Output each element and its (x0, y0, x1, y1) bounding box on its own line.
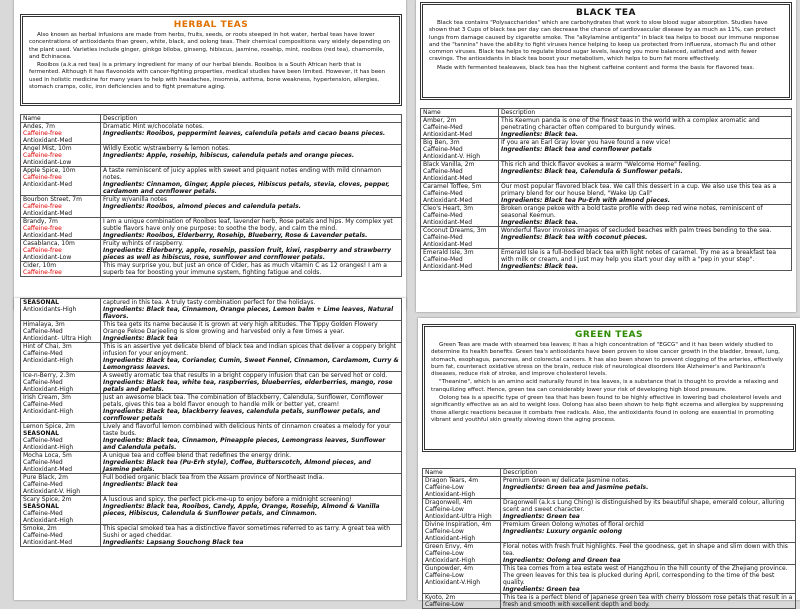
table-row (21, 394, 402, 423)
tea-ingredients: Ingredients: Black tea (Pu-Erh style), Coffee, Butterscotch, Almond pieces, and Jasmine petals. (103, 459, 371, 473)
antioxidant-level: Antioxidant-Low (23, 159, 72, 166)
table-row (21, 299, 402, 321)
tea-ingredients: Ingredients: Black tea. (501, 131, 579, 138)
caffeine-level: Caffeine-Med (23, 350, 63, 357)
tea-ingredients: Ingredients: Green tea and Jasmine petals. (503, 484, 649, 491)
antioxidant-level: Antioxidant-V. High (423, 153, 481, 160)
table-row (21, 218, 402, 240)
black-tea-title: BLACK TEA (575, 8, 637, 18)
antioxidant-level: Antioxidant-Med (423, 263, 473, 270)
green-tea-title: GREEN TEAS (574, 330, 643, 340)
tea-name: Lemon Spice, 2m (23, 423, 75, 430)
header-name: Name (423, 469, 501, 477)
header-description: Description (101, 115, 402, 123)
tea-name: Hint of Chai, 3m (23, 343, 72, 350)
tea-ingredients: Ingredients: Black tea, Cinnamon, Pineapple pieces, Lemongrass leaves, Sunflower and Calendula petals. (103, 437, 386, 451)
table-row (423, 499, 796, 521)
tea-description: This tea comes from a tea estate west of Hangzhou in the hill county of the Zhejiang province. The green leaves for this tea is plucked during April, corresponding to the time of the best quality. (503, 565, 788, 586)
caffeine-level: Caffeine-Med (423, 146, 463, 153)
header-name: Name (421, 109, 499, 117)
tea-name: Big Ben, 3m (423, 139, 460, 146)
table-row (421, 139, 792, 161)
tea-name: Green Envy, 4m (425, 543, 474, 550)
tea-name: Dragon Tears, 4m (425, 477, 479, 484)
table-row (21, 474, 402, 496)
caffeine-level: Caffeine-free (23, 269, 62, 276)
tea-description: Wonderful flavor invokes images of secluded beaches with palm trees bending to the sea. (501, 227, 772, 234)
tea-description: A luscious and spicy, the perfect pick-me-up to enjoy before a midnight screening! (103, 496, 352, 503)
table-row (21, 123, 402, 145)
antioxidant-level: Antioxidant-High (425, 535, 476, 542)
caffeine-level: Caffeine-Low (425, 484, 464, 491)
tea-description: Lively and flavorful lemon combined with delicious hints of cinnamon creates a melody for your taste buds. (103, 423, 391, 437)
seasonal-badge: SEASONAL (23, 503, 59, 510)
antioxidant-level: Antioxidant-Med (23, 232, 73, 239)
tea-name: Dragonwell, 4m (425, 499, 473, 506)
antioxidant-level: Antioxidant-Med (423, 197, 473, 204)
tea-name: Pure Black, 2m (23, 474, 68, 481)
caffeine-level: Caffeine-free (23, 152, 62, 159)
tea-description: This is an assertive yet delicate blend of black tea and Indian spices that deliver a coppery bright infusion for your enjoyment. (103, 343, 397, 357)
table-row (423, 521, 796, 543)
tea-description: If you are an Earl Gray lover you have found a new vice! (501, 139, 671, 146)
tea-description: Broken orange pekoe with a bold taste profile with deep red wine notes, reminiscent of seasonal Keemun. (501, 205, 763, 219)
herbal-table-header (21, 115, 402, 123)
antioxidant-level: Antioxidant-Med (23, 539, 73, 546)
herbal-table (20, 114, 402, 277)
caffeine-level: Caffeine-Low (425, 506, 464, 513)
tea-description: A unique tea and coffee blend that redefines the energy drink. (103, 452, 292, 459)
antioxidant-level: Antioxidant-Med (23, 210, 73, 217)
tea-name: Smoke, 2m (23, 525, 57, 532)
caffeine-level: Caffeine-free (23, 247, 62, 254)
tea-description: This tea gets its name because it is grown at very high altitudes. The Tippy Golden Flowery Orange Pekoe Darjeeling is slow growing and harvested only a few times a year. (103, 321, 378, 335)
tea-ingredients: Ingredients: Black tea. (501, 263, 579, 270)
green-tea-info-box (422, 324, 796, 452)
table-row (421, 117, 792, 139)
tea-name: Brandy, 7m (23, 218, 58, 225)
tea-ingredients: Ingredients: Green tea (503, 513, 580, 520)
header-description: Description (499, 109, 792, 117)
tea-ingredients: Ingredients: Black tea, Rooibos, Candy, Apple, Orange, Rosehip, Almond & Vanilla pieces, Hibiscus, Calendula & Sunflower petals, and Cinnamon. (103, 503, 380, 517)
seasonal-badge: SEASONAL (23, 430, 59, 437)
green-tea-paragraph-1: Green Teas are made with steamed tea leaves; it has a high concentration of "EGCG" and it has been widely studied to determine its health benefits. Green tea's antioxidants have been proven to slow cancer growth in the bladder, breast, lung, stomach, esophagus, pancreas, and colorectal cancers. It has also been shown to prevent clogging of the arteries, effectively burn fat, counteract oxidative stress on the brain, reduce risk of neurological disorders like Alzheimer's and Parkinson's diseases, reduce risk of stroke, and improve cholesterol levels. (431, 342, 784, 378)
tea-ingredients: Ingredients: Black tea. (501, 219, 579, 226)
tea-name: Divine Inspiration, 4m (425, 521, 492, 528)
tea-ingredients: Ingredients: Black tea, Cinnamon, Orange pieces, Lemon balm + Lime leaves, Natural flavors. (103, 306, 394, 320)
tea-ingredients: Ingredients: Black tea Pu-Erh with almond pieces. (501, 197, 671, 204)
tea-name: Angel Mist, 10m (23, 145, 72, 152)
tea-description: Dragonwell (a.k.s Lung Ching) is distinguished by its beautiful shape, emerald colour, alluring scent and sweet character. (503, 499, 785, 513)
header-name: Name (21, 115, 101, 123)
tea-name: Caramel Toffee, 5m (423, 183, 482, 190)
tea-name: Mocha Loca, 5m (23, 452, 72, 459)
table-row (21, 240, 402, 262)
table-row (21, 167, 402, 196)
tea-description: Premium Green w/ delicate Jasmine notes. (503, 477, 631, 484)
tea-ingredients: Ingredients: Cinnamon, Ginger, Apple pieces, Hibiscus petals, stevia, cloves, pepper, cardamom and cornflower petals. (103, 181, 390, 195)
caffeine-level: Caffeine-Med (423, 124, 463, 131)
tea-description: Premium Green Oolong w/notes of floral orchid (503, 521, 644, 528)
caffeine-level: Caffeine-Med (23, 510, 63, 517)
tea-name: Bourbon Street, 7m (23, 196, 82, 203)
tea-description: Full bodied organic black tea from the Assam province of Northeast India. (103, 474, 325, 481)
antioxidant-level: Antioxidant-Med (23, 137, 73, 144)
tea-name: Emerald Isle, 3m (423, 249, 474, 256)
tea-description: Emerald Isle is a full-bodied black tea with light notes of caramel. Try me as a breakfast tea with milk or cream, and I just may help you start your day with a "pep in your step". (501, 249, 777, 263)
tea-description: This special smoked tea has a distinctive flavor sometimes referred to as tarry. A great tea with Sushi or aged cheddar. (103, 525, 390, 539)
table-row (21, 321, 402, 343)
table-row (423, 594, 796, 609)
tea-name: Cleo's Heart, 3m (423, 205, 474, 212)
tea-description: This tea is a perfect blend of Japanese green tea with cherry blossom rose petals that result in a fresh and smooth with excellent depth and body. (503, 594, 793, 608)
caffeine-level: Caffeine-Med (23, 401, 63, 408)
tea-name: Ice-n-Berry, 2.3m (23, 372, 76, 379)
antioxidant-level: Antioxidant-Med (423, 241, 473, 248)
table-row (21, 262, 402, 277)
caffeine-level: Caffeine-free (23, 174, 62, 181)
tea-description: This rich and thick flavor evokes a warm "Welcome Home" feeling. (501, 161, 702, 168)
black-tea-info-box (420, 2, 792, 100)
table-row (21, 196, 402, 218)
antioxidant-level: Antioxidant-High (23, 517, 74, 524)
tea-ingredients: Ingredients: Rooibos, Elderberry, Rosehip, Blueberry, Rose & Lavender petals. (103, 232, 368, 239)
tea-description: captured in this tea. A truly tasty combination perfect for the holidays. (103, 299, 316, 306)
herbal-title: HERBAL TEAS (173, 20, 249, 30)
caffeine-level: Caffeine-Med (423, 168, 463, 175)
tea-ingredients: Ingredients: Black tea and cornflower petals (501, 146, 652, 153)
antioxidant-level: Antioxidant-Med (423, 175, 473, 182)
black-tea-list-table (20, 298, 402, 547)
table-row (21, 343, 402, 372)
antioxidant-level: Antioxidants-High (23, 306, 77, 313)
caffeine-level: Caffeine-Low (425, 572, 464, 579)
tea-ingredients: Ingredients: Luxury organic oolong (503, 528, 623, 535)
tea-ingredients: Ingredients: Black tea, Coriander, Cumin, Sweet Fennel, Cinnamon, Cardamom, Curry & Lemongrass leaves. (103, 357, 399, 371)
tea-description: I am a unique combination of Rooibos leaf, lavender herb, Rose petals and hips. My complex yet subtle flavors have only one purpose: to soothe the body, and calm the mind. (103, 218, 393, 232)
caffeine-level: Caffeine-Med (23, 532, 63, 539)
tea-description: This may surprise you, but just an once of Cider, has as much vitamin C as 12 oranges! I am a superb tea for boosting your immune system, fighting fatigue and colds. (103, 262, 387, 276)
antioxidant-level: Antioxidant-Med (423, 219, 473, 226)
tea-description: Just an awesome black tea. The combination of Blackberry, Calendula, Sunflower, Cornflower petals, gives this tea a bold flavor enough to handle milk or better yet, cream! (103, 394, 384, 408)
tea-description: Our most popular flavored black tea. We call this dessert in a cup. We also use this tea as a primary blend for our house blend, "Wake Up Call" (501, 183, 777, 197)
caffeine-level: Caffeine-Med (23, 328, 63, 335)
caffeine-level: Caffeine-Med (23, 481, 63, 488)
caffeine-level: Caffeine-Med (23, 437, 63, 444)
tea-ingredients: Ingredients: Lapsang Souchong Black tea (103, 539, 244, 546)
caffeine-level: Caffeine-Med (423, 256, 463, 263)
black-tea-table (420, 108, 792, 271)
table-row (21, 145, 402, 167)
green-tea-paragraph-3: Oolong tea is a specific type of green tea that has been found to be highly effective in lowering bad cholesterol levels and significantly effective as an aid to weight loss. Oolong has also been shown to help fight eczema and allergies by suppressing those allergic reactions because it combats free radicals. Also, the antioxidants found in oolong are essential in promoting vibrant and youthful skin greatly slowing down the aging process. (431, 395, 784, 423)
table-row (421, 227, 792, 249)
green-tea-page (418, 318, 800, 608)
herbal-page (14, 0, 406, 310)
seasonal-badge: SEASONAL (23, 299, 59, 306)
tea-description: Fruity w/vanilla notes (103, 196, 167, 203)
antioxidant-level: Antioxidant- Ultra High (23, 335, 92, 342)
antioxidant-level: Antioxidant-High (23, 408, 74, 415)
tea-ingredients: Ingredients: Apple, rosehip, hibiscus, calendula petals and orange pieces. (103, 152, 355, 159)
tea-ingredients: Ingredients: Black tea, white tea, raspberries, blueberries, elderberries, mango, rose petals and petals. (103, 379, 393, 393)
table-row (421, 161, 792, 183)
tea-ingredients: Ingredients: Black tea with coconut pieces. (501, 234, 648, 241)
tea-description: Fruity w/hints of raspberry. (103, 240, 184, 247)
table-row (423, 543, 796, 565)
antioxidant-level: Antioxidant-Low (23, 254, 72, 261)
antioxidant-level: Antioxidant-Med (23, 466, 73, 473)
antioxidant-level: Antioxidant-Med (423, 131, 473, 138)
table-row (21, 496, 402, 525)
caffeine-level: Caffeine-Low (425, 528, 464, 535)
caffeine-level: Caffeine-Med (423, 234, 463, 241)
caffeine-level: Caffeine-Med (423, 190, 463, 197)
table-row (21, 372, 402, 394)
caffeine-level: Caffeine-Low (425, 601, 464, 608)
tea-name: Himalaya, 3m (23, 321, 65, 328)
tea-name: Kyoto, 2m (425, 594, 456, 601)
tea-ingredients: Ingredients: Black tea (103, 335, 178, 342)
antioxidant-level: Antioxidant-Ultra High (425, 513, 492, 520)
tea-name: Coconut Dreams, 3m (423, 227, 487, 234)
tea-description: Floral notes with fresh fruit highlights. Feel the goodness, get in shape and slim down with this tea. (503, 543, 788, 557)
herbal-info-box (20, 14, 402, 106)
tea-name: Amber, 2m (423, 117, 457, 124)
tea-name: Black Vanilla, 2m (423, 161, 475, 168)
antioxidant-level: Antioxidant-Med (23, 181, 73, 188)
table-row (421, 183, 792, 205)
herbal-paragraph-2: Rooibos (a.k.a red tea) is a primary ingredient for many of our herbal blends. Rooibos is a South African herb that is fermented. Although it has flavonoids with cancer-fighting properties, medical studies have been limited. However, it has been used in holistic medicine for many years to help with headaches, insomnia, asthma, bone weakness, hypertension, allergies, stomach cramps, colic, iron deficiencies and to fight premature aging. (29, 62, 386, 91)
caffeine-level: Caffeine-Med (23, 459, 63, 466)
caffeine-level: Caffeine-Low (425, 550, 464, 557)
black-tea-paragraph-2: Made with fermented tealeaves, black tea has the highest caffeine content and forms the basis for flavored teas. (437, 64, 755, 71)
tea-ingredients: Ingredients: Black tea, blackberry leaves, calendula petals, sunflower petals, and cornflower petals (103, 408, 380, 422)
tea-name: Irish Cream, 3m (23, 394, 71, 401)
caffeine-level: Caffeine-free (23, 130, 62, 137)
green-tea-table (422, 468, 796, 609)
antioxidant-level: Antioxidant-High (23, 386, 74, 393)
caffeine-level: Caffeine-free (23, 225, 62, 232)
table-row (423, 477, 796, 499)
tea-ingredients: Ingredients: Green tea (503, 586, 580, 593)
tea-ingredients: Ingredients: Black tea (103, 481, 178, 488)
tea-description: A sweetly aromatic tea that results in a bright coppery infusion that can be served hot or cold. (103, 372, 388, 379)
table-row (421, 205, 792, 227)
caffeine-level: Caffeine-Med (23, 379, 63, 386)
tea-description: Wildly Exotic w/strawberry & lemon notes. (103, 145, 231, 152)
black-tea-paragraph-1: Black tea contains "Polysaccharides" which are carbohydrates that work to slow blood sugar absorption. Studies have shown that 3 Cups of black tea per day can decrease the chance of cardiovascular disease by as much as 11%, can protect lungs from damage caused by cigarette smoke. The "alkylamine antigents" in black tea helps to boost our immune response and the "tannins" have the ability to fight viruses hence helping to keep us protected from influenza, stomach flu and other common viruses. Black tea helps to regulate blood sugar levels, leaving you more balanced, satisfied and with fewer cravings. The antioxidants in black tea boost your metabolism, which helps to burn fat more effectively. (429, 20, 779, 63)
black-tea-page (416, 0, 796, 312)
table-row (21, 452, 402, 474)
tea-name: Scary Spice, 2m (23, 496, 72, 503)
antioxidant-level: Antioxidant-High (23, 357, 74, 364)
table-row (21, 525, 402, 547)
tea-name: Andes, 7m (23, 123, 56, 130)
tea-name: Gunpowder, 4m (425, 565, 474, 572)
header-description: Description (501, 469, 796, 477)
antioxidant-level: Antioxidant-V. High (23, 488, 81, 495)
tea-ingredients: Ingredients: Oolong and Green tea (503, 557, 621, 564)
tea-name: Apple Spice, 10m (23, 167, 76, 174)
table-row (423, 565, 796, 594)
tea-name: Cider, 10m (23, 262, 57, 269)
tea-ingredients: Ingredients: Black tea, Calendula & Sunflower petals. (501, 168, 683, 175)
antioxidant-level: Antioxidant-High (23, 444, 74, 451)
tea-description: This Keemun panda is one of the finest teas in the world with a complex aromatic and penetrating character often compared to burgundy wines. (501, 117, 760, 131)
caffeine-level: Caffeine-Med (423, 212, 463, 219)
antioxidant-level: Antioxidant-High (425, 557, 476, 564)
green-tea-table-header (423, 469, 796, 477)
tea-description: Dramatic Mint w/chocolate notes. (103, 123, 204, 130)
black-tea-list-page (14, 298, 406, 600)
tea-name: Casablanca, 10m (23, 240, 75, 247)
herbal-paragraph-1: Also known as herbal infusions are made from herbs, fruits, seeds, or roots steeped in hot water, herbal teas have lower concentrations of antioxidants than green, white, black, and oolong teas. Their chemical compositions vary widely depending on the plant used. Varieties include ginger, ginkgo biloba, ginseng, hibiscus, jasmine, rosehip, mint, rooibos (red tea), chamomile, and Echinacea. (29, 32, 390, 60)
table-row (21, 423, 402, 452)
black-tea-table-header (421, 109, 792, 117)
tea-ingredients: Ingredients: Rooibos, almond pieces and calendula petals. (103, 203, 301, 210)
antioxidant-level: Antioxidant-V.High (425, 579, 481, 586)
tea-ingredients: Ingredients: Elderberry, apple, rosehip, passion fruit, kiwi, raspberry and strawberry pieces as well as hibiscus, rose, sunflower and cornflower petals. (103, 247, 392, 261)
table-row (421, 249, 792, 271)
tea-description: A taste reminiscent of juicy apples with sweet and piquant notes ending with mild cinnamon notes. (103, 167, 382, 181)
green-tea-paragraph-2: "Theanine", which is an amino acid naturally found in tea leaves, is a substance that is thought to provide a relaxing and tranquilizing effect. Hence, green tea can considerably lower your risk of developing high blood pressure. (431, 379, 779, 393)
antioxidant-level: Antioxidant-High (425, 491, 476, 498)
tea-ingredients: Ingredients: Rooibos, peppermint leaves, calendula petals and cacao beans pieces. (103, 130, 386, 137)
caffeine-level: Caffeine-free (23, 203, 62, 210)
